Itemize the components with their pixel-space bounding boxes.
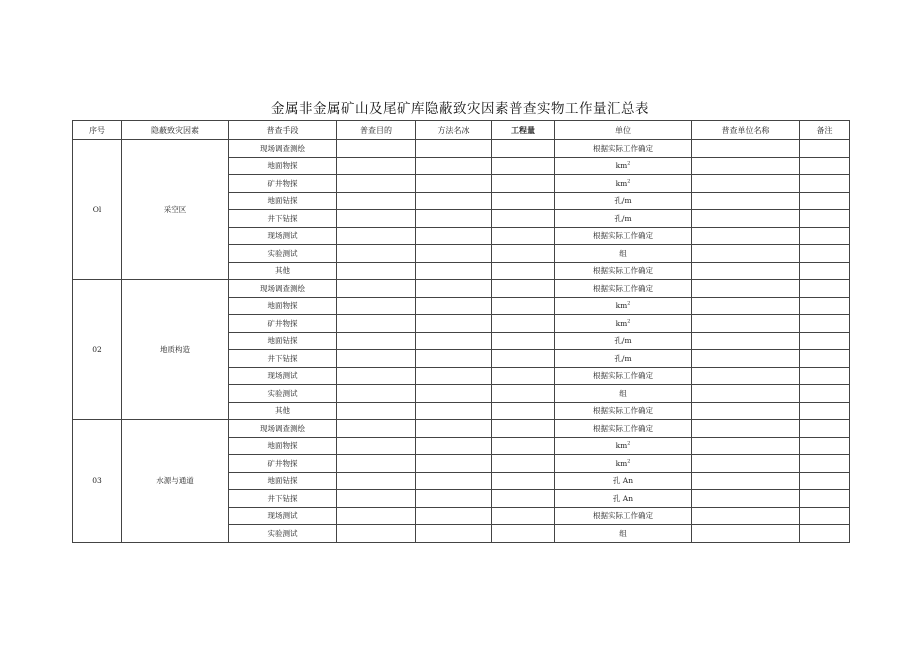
unit-text: 根据实际工作确定 [593, 423, 653, 433]
remarks-cell[interactable] [800, 472, 850, 490]
survey-org-cell[interactable] [692, 437, 800, 455]
remarks-cell[interactable] [800, 525, 850, 543]
unit-text: 根据实际工作确定 [593, 283, 653, 293]
survey-purpose-cell[interactable] [337, 437, 416, 455]
unit-text: 组 [619, 388, 627, 398]
survey-org-cell[interactable] [692, 525, 800, 543]
survey-purpose-cell[interactable] [337, 385, 416, 403]
workload-cell[interactable] [492, 262, 555, 280]
survey-method-cell: 地面钻探 [229, 192, 337, 210]
workload-cell[interactable] [492, 297, 555, 315]
workload-cell[interactable] [492, 402, 555, 420]
header-cell-survey-org: 普查单位名称 [692, 121, 800, 140]
survey-method-cell: 井下钻探 [229, 350, 337, 368]
unit-text: 孔 An [612, 493, 634, 503]
remarks-cell[interactable] [800, 192, 850, 210]
unit-text: 孔/m [614, 353, 632, 363]
survey-method-cell: 实验测试 [229, 525, 337, 543]
unit-cell [555, 455, 692, 473]
unit-text: 根据实际工作确定 [593, 266, 653, 276]
remarks-cell[interactable] [800, 245, 850, 263]
hazard-factor-cell: 采空区 [122, 140, 229, 280]
survey-org-cell[interactable] [692, 192, 800, 210]
survey-purpose-cell[interactable] [337, 402, 416, 420]
unit-cell [555, 402, 692, 420]
survey-org-cell[interactable] [692, 157, 800, 175]
workload-cell[interactable] [492, 350, 555, 368]
workload-cell[interactable] [492, 507, 555, 525]
method-name-cell[interactable] [416, 507, 492, 525]
survey-org-cell[interactable] [692, 262, 800, 280]
survey-org-cell[interactable] [692, 332, 800, 350]
unit-cell [555, 192, 692, 210]
survey-purpose-cell[interactable] [337, 455, 416, 473]
survey-org-cell[interactable] [692, 175, 800, 193]
survey-method-cell: 地面钻探 [229, 472, 337, 490]
remarks-cell[interactable] [800, 227, 850, 245]
survey-org-cell[interactable] [692, 140, 800, 158]
header-row [73, 121, 850, 140]
unit-cell [555, 385, 692, 403]
unit-cell [555, 280, 692, 298]
survey-method-cell: 地面钻探 [229, 332, 337, 350]
remarks-cell[interactable] [800, 262, 850, 280]
workload-cell[interactable] [492, 332, 555, 350]
remarks-cell[interactable] [800, 157, 850, 175]
method-name-cell[interactable] [416, 437, 492, 455]
survey-org-cell[interactable] [692, 472, 800, 490]
workload-cell[interactable] [492, 455, 555, 473]
unit-cell [555, 245, 692, 263]
unit-text: 根据实际工作确定 [593, 231, 653, 241]
workload-cell[interactable] [492, 175, 555, 193]
workload-cell[interactable] [492, 280, 555, 298]
survey-method-cell: 其他 [229, 262, 337, 280]
survey-method-cell: 现场测试 [229, 227, 337, 245]
workload-cell[interactable] [492, 490, 555, 508]
workload-cell[interactable] [492, 420, 555, 438]
unit-text: 组 [619, 528, 627, 538]
unit-text: 孔/m [614, 196, 632, 206]
document-title: 金属非金属矿山及尾矿库隐蔽致灾因素普查实物工作量汇总表 [271, 101, 649, 117]
unit-cell [555, 315, 692, 333]
method-name-cell[interactable] [416, 455, 492, 473]
survey-purpose-cell[interactable] [337, 297, 416, 315]
unit-text: km [615, 178, 628, 188]
unit-text: 孔/m [614, 336, 632, 346]
hazard-factor-cell: 水源与通道 [122, 420, 229, 543]
method-name-cell[interactable] [416, 262, 492, 280]
header-cell-index: 序号 [73, 121, 122, 140]
unit-text: 孔 An [612, 476, 634, 486]
workload-cell[interactable] [492, 192, 555, 210]
survey-method-cell: 井下钻探 [229, 490, 337, 508]
survey-purpose-cell[interactable] [337, 280, 416, 298]
method-name-cell[interactable] [416, 140, 492, 158]
group-index-cell: 03 [73, 420, 122, 543]
survey-org-cell[interactable] [692, 210, 800, 228]
unit-cell [555, 332, 692, 350]
survey-org-cell[interactable] [692, 350, 800, 368]
unit-cell [555, 472, 692, 490]
header-cell-remarks: 备注 [800, 121, 850, 140]
unit-cell [555, 175, 692, 193]
method-name-cell[interactable] [416, 175, 492, 193]
survey-purpose-cell[interactable] [337, 490, 416, 508]
method-name-cell[interactable] [416, 367, 492, 385]
unit-text: km [615, 318, 628, 328]
remarks-cell[interactable] [800, 297, 850, 315]
remarks-cell[interactable] [800, 367, 850, 385]
method-name-cell[interactable] [416, 297, 492, 315]
unit-cell [555, 297, 692, 315]
survey-purpose-cell[interactable] [337, 420, 416, 438]
survey-org-cell[interactable] [692, 297, 800, 315]
survey-org-cell[interactable] [692, 367, 800, 385]
survey-purpose-cell[interactable] [337, 227, 416, 245]
workload-cell[interactable] [492, 367, 555, 385]
survey-method-cell: 矿井物探 [229, 315, 337, 333]
survey-purpose-cell[interactable] [337, 472, 416, 490]
method-name-cell[interactable] [416, 525, 492, 543]
method-name-cell[interactable] [416, 227, 492, 245]
remarks-cell[interactable] [800, 455, 850, 473]
header-cell-method-name: 方法名冰 [416, 121, 492, 140]
survey-purpose-cell[interactable] [337, 210, 416, 228]
unit-text: 根据实际工作确定 [593, 371, 653, 381]
unit-text: km [615, 161, 628, 171]
survey-purpose-cell[interactable] [337, 262, 416, 280]
unit-superscript: 2 [627, 440, 631, 447]
survey-purpose-cell[interactable] [337, 245, 416, 263]
header-cell-hazard-factor: 隐蔽致灾因素 [122, 121, 229, 140]
table-body [73, 140, 850, 543]
header-cell-workload: 工程量 [492, 121, 555, 140]
workload-cell[interactable] [492, 227, 555, 245]
survey-method-cell: 矿井物探 [229, 175, 337, 193]
remarks-cell[interactable] [800, 280, 850, 298]
remarks-cell[interactable] [800, 385, 850, 403]
method-name-cell[interactable] [416, 245, 492, 263]
survey-org-cell[interactable] [692, 507, 800, 525]
survey-method-cell: 地面物探 [229, 157, 337, 175]
header-cell-unit: 单位 [555, 121, 692, 140]
survey-method-cell: 实验测试 [229, 245, 337, 263]
hazard-factor-cell: 地质构造 [122, 280, 229, 420]
survey-method-cell: 现场调查测绘 [229, 140, 337, 158]
table-row [73, 140, 850, 158]
method-name-cell[interactable] [416, 420, 492, 438]
unit-text: 孔/m [614, 213, 632, 223]
header-cell-survey-purpose: 普查目的 [337, 121, 416, 140]
method-name-cell[interactable] [416, 332, 492, 350]
survey-org-cell[interactable] [692, 420, 800, 438]
method-name-cell[interactable] [416, 280, 492, 298]
survey-purpose-cell[interactable] [337, 507, 416, 525]
workload-cell[interactable] [492, 210, 555, 228]
survey-method-cell: 地面物探 [229, 297, 337, 315]
survey-org-cell[interactable] [692, 315, 800, 333]
unit-text: 组 [619, 248, 627, 258]
header-cell-survey-method: 普查手段 [229, 121, 337, 140]
unit-text: 根据实际工作确定 [593, 511, 653, 521]
unit-text: km [615, 441, 628, 451]
remarks-cell[interactable] [800, 420, 850, 438]
remarks-cell[interactable] [800, 332, 850, 350]
method-name-cell[interactable] [416, 192, 492, 210]
survey-method-cell: 现场测试 [229, 507, 337, 525]
workload-cell[interactable] [492, 245, 555, 263]
remarks-cell[interactable] [800, 437, 850, 455]
method-name-cell[interactable] [416, 315, 492, 333]
survey-method-cell: 其他 [229, 402, 337, 420]
method-name-cell[interactable] [416, 210, 492, 228]
unit-text: km [615, 458, 628, 468]
remarks-cell[interactable] [800, 402, 850, 420]
unit-superscript: 2 [627, 178, 631, 185]
unit-superscript: 2 [627, 318, 631, 325]
unit-text: 根据实际工作确定 [593, 143, 653, 153]
remarks-cell[interactable] [800, 140, 850, 158]
remarks-cell[interactable] [800, 315, 850, 333]
unit-cell [555, 157, 692, 175]
remarks-cell[interactable] [800, 175, 850, 193]
survey-purpose-cell[interactable] [337, 332, 416, 350]
unit-text: km [615, 301, 628, 311]
survey-method-cell: 现场调查测绘 [229, 420, 337, 438]
survey-method-cell: 地面物探 [229, 437, 337, 455]
remarks-cell[interactable] [800, 490, 850, 508]
unit-superscript: 2 [627, 458, 631, 465]
workload-cell[interactable] [492, 385, 555, 403]
unit-cell [555, 525, 692, 543]
survey-purpose-cell[interactable] [337, 367, 416, 385]
method-name-cell[interactable] [416, 157, 492, 175]
unit-cell [555, 490, 692, 508]
survey-org-cell[interactable] [692, 227, 800, 245]
workload-cell[interactable] [492, 315, 555, 333]
unit-cell [555, 350, 692, 368]
method-name-cell[interactable] [416, 490, 492, 508]
unit-cell [555, 140, 692, 158]
survey-method-cell: 现场调查测绘 [229, 280, 337, 298]
survey-org-cell[interactable] [692, 385, 800, 403]
unit-cell [555, 262, 692, 280]
workload-cell[interactable] [492, 140, 555, 158]
workload-cell[interactable] [492, 525, 555, 543]
table-row [73, 420, 850, 438]
workload-cell[interactable] [492, 157, 555, 175]
workload-cell[interactable] [492, 472, 555, 490]
unit-cell [555, 507, 692, 525]
method-name-cell[interactable] [416, 350, 492, 368]
method-name-cell[interactable] [416, 402, 492, 420]
survey-purpose-cell[interactable] [337, 140, 416, 158]
survey-org-cell[interactable] [692, 245, 800, 263]
method-name-cell[interactable] [416, 385, 492, 403]
workload-cell[interactable] [492, 437, 555, 455]
survey-org-cell[interactable] [692, 280, 800, 298]
survey-purpose-cell[interactable] [337, 192, 416, 210]
group-index-cell: Ol [73, 140, 122, 280]
survey-purpose-cell[interactable] [337, 525, 416, 543]
survey-method-cell: 井下钻探 [229, 210, 337, 228]
remarks-cell[interactable] [800, 350, 850, 368]
unit-text: 根据实际工作确定 [593, 406, 653, 416]
survey-method-cell: 矿井物探 [229, 455, 337, 473]
unit-cell [555, 210, 692, 228]
remarks-cell[interactable] [800, 507, 850, 525]
unit-cell [555, 367, 692, 385]
table-row [73, 280, 850, 298]
survey-purpose-cell[interactable] [337, 175, 416, 193]
unit-cell [555, 437, 692, 455]
survey-org-cell[interactable] [692, 402, 800, 420]
remarks-cell[interactable] [800, 210, 850, 228]
survey-org-cell[interactable] [692, 490, 800, 508]
workload-summary-table [72, 120, 850, 543]
method-name-cell[interactable] [416, 472, 492, 490]
unit-superscript: 2 [627, 160, 631, 167]
group-index-cell: 02 [73, 280, 122, 420]
survey-method-cell: 现场测试 [229, 367, 337, 385]
unit-cell [555, 227, 692, 245]
survey-purpose-cell[interactable] [337, 157, 416, 175]
survey-method-cell: 实验测试 [229, 385, 337, 403]
unit-cell [555, 420, 692, 438]
survey-org-cell[interactable] [692, 455, 800, 473]
survey-purpose-cell[interactable] [337, 350, 416, 368]
unit-superscript: 2 [627, 300, 631, 307]
survey-purpose-cell[interactable] [337, 315, 416, 333]
